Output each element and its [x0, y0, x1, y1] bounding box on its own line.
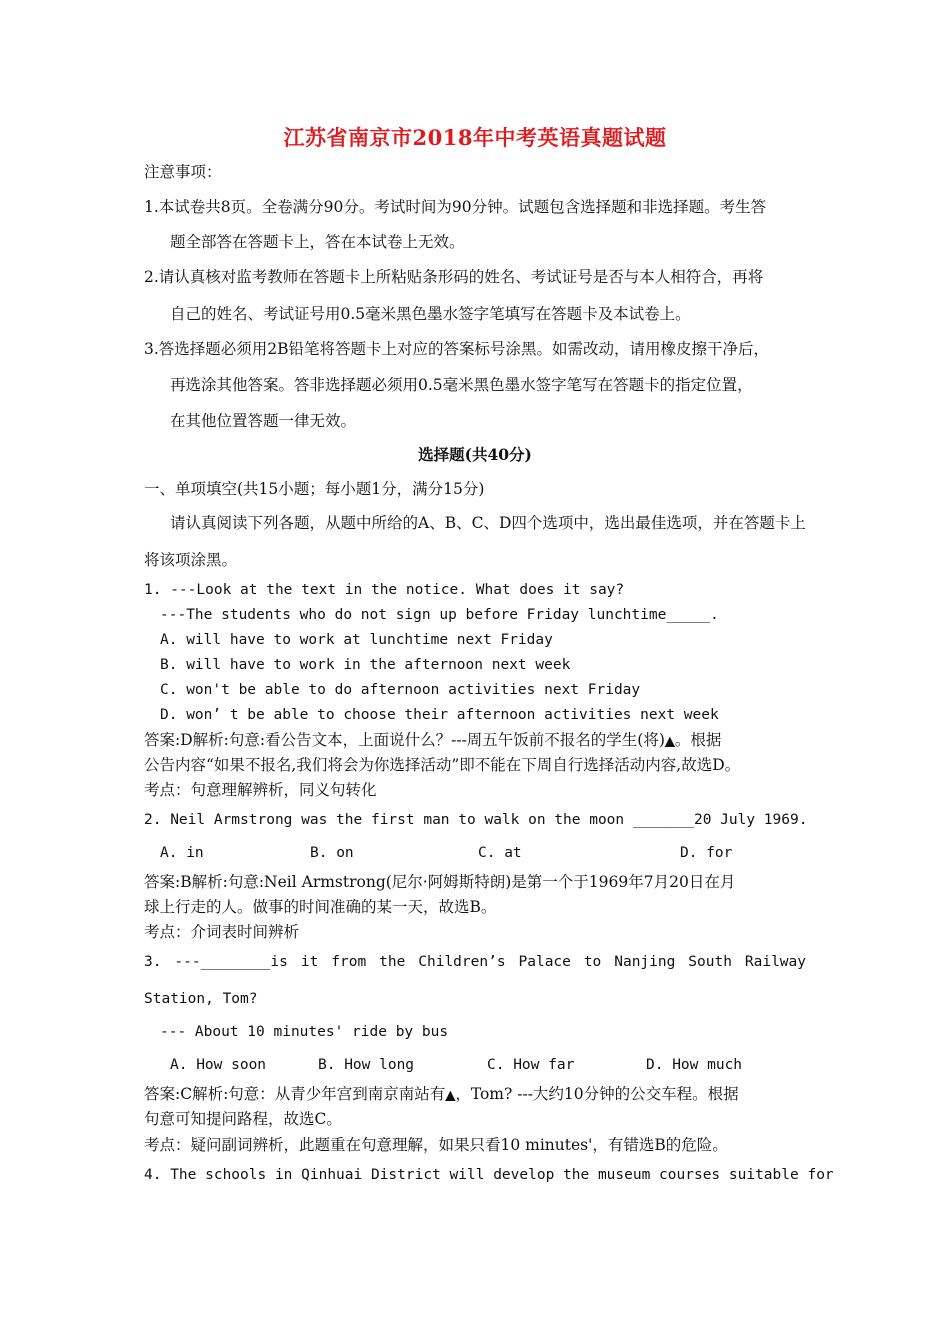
q1-answer-text-end: 。根据	[674, 731, 722, 749]
q4-stem: 4. The schools in Qinhuai District will develop the museum courses suitable for	[144, 1167, 834, 1183]
section-title: 选择题(共40分)	[418, 445, 532, 464]
q3-word: Palace	[518, 954, 571, 970]
note-3-line-2: 再选涂其他答案。答非选择题必须用0.5毫米黑色墨水签字笔写在答题卡的指定位置，	[170, 376, 753, 394]
q1-option-a: A. will have to work at lunchtime next Friday	[160, 632, 553, 648]
part1-heading: 一、单项填空(共15小题；每小题1分，满分15分)	[144, 480, 485, 498]
part1-instruction-line-1: 请认真阅读下列各题，从题中所给的A、B、C、D四个选项中，选出最佳选项，并在答题卡上	[170, 514, 806, 532]
note-3-line-1: 3.答选择题必须用2B铅笔将答题卡上对应的答案标号涂黑。如需改动，请用橡皮擦干净后，	[144, 340, 770, 358]
q1-option-d: D. won’ t be able to choose their afternoon activities next week	[160, 707, 719, 723]
q1-answer-text: 答案:D解析:句意:看公告文本，上面说什么？---周五午饭前不报名的学生(将)	[144, 731, 665, 749]
q3-reply: --- About 10 minutes' ride by bus	[160, 1024, 449, 1040]
page-title: 江苏省南京市2018年中考英语真题试题	[283, 125, 667, 150]
q2-option-b: B. on	[310, 845, 354, 861]
q3-answer-line-1	[144, 1084, 739, 1106]
q3-stem-2: Station, Tom?	[144, 991, 258, 1007]
q1-option-c: C. won't be able to do afternoon activities next Friday	[160, 682, 641, 698]
q3-word: it	[300, 954, 319, 970]
q3-option-d: D. How much	[646, 1057, 743, 1073]
q3-word: to	[583, 954, 602, 970]
blank-mark: ▲	[445, 1088, 456, 1103]
q3-word: from	[331, 954, 367, 970]
q2-point: 考点：介词表时间辨析	[144, 923, 300, 941]
q3-word: the	[379, 954, 406, 970]
blank-mark: ▲	[664, 734, 675, 749]
q3-option-c: C. How far	[487, 1057, 575, 1073]
q3-word: ---________is	[174, 954, 288, 970]
notes-heading: 注意事项：	[144, 163, 222, 181]
q2-option-c: C. at	[478, 845, 522, 861]
q3-answer-line-2: 句意可知提问路程，故选C。	[144, 1110, 342, 1128]
part1-instruction-line-2: 将该项涂黑。	[144, 551, 238, 569]
note-1-line-2: 题全部答在答题卡上，答在本试卷上无效。	[170, 233, 465, 251]
q3-stem	[144, 952, 806, 972]
q2-option-d: D. for	[680, 845, 733, 861]
note-3-line-3: 在其他位置答题一律无效。	[170, 412, 357, 430]
q1-answer-line-2: 公告内容“如果不报名,我们将会为你选择活动”即不能在下周自行选择活动内容,故选D。	[144, 756, 741, 774]
q2-answer-line-1: 答案:B解析:句意:Neil Armstrong(尼尔·阿姆斯特朗)是第一个于1969年7月20日在月	[144, 873, 736, 891]
q3-option-b: B. How long	[318, 1057, 415, 1073]
q1-stem: 1. ---Look at the text in the notice. What does it say?	[144, 582, 625, 598]
q3-answer-text-end: ，Tom? ---大约10分钟的公交车程。根据	[455, 1085, 739, 1103]
q3-point: 考点：疑问副词辨析，此题重在句意理解，如果只看10 minutes'，有错选B的危险。	[144, 1136, 728, 1154]
note-2-line-1: 2.请认真核对监考教师在答题卡上所粘贴条形码的姓名、考试证号是否与本人相符合，再将	[144, 268, 764, 286]
q3-word: 3.	[144, 954, 162, 970]
q2-option-a: A. in	[160, 845, 204, 861]
q1-stem-2: ---The students who do not sign up before Friday lunchtime_____.	[160, 607, 719, 623]
q1-answer-line-1	[144, 730, 721, 752]
q1-option-b: B. will have to work in the afternoon next week	[160, 657, 571, 673]
q3-word: Railway	[744, 954, 806, 970]
q3-option-a: A. How soon	[170, 1057, 267, 1073]
q1-point: 考点：句意理解辨析，同义句转化	[144, 781, 377, 799]
note-1-line-1: 1.本试卷共8页。全卷满分90分。考试时间为90分钟。试题包含选择题和非选择题。考生答	[144, 198, 767, 216]
q3-answer-text: 答案:C解析:句意：从青少年宫到南京南站有	[144, 1085, 446, 1103]
note-2-line-2: 自己的姓名、考试证号用0.5毫米黑色墨水签字笔填写在答题卡及本试卷上。	[170, 305, 691, 323]
q3-word: Nanjing	[614, 954, 676, 970]
q3-word: South	[688, 954, 732, 970]
q2-answer-line-2: 球上行走的人。做事的时间准确的某一天，故选B。	[144, 898, 497, 916]
q2-stem: 2. Neil Armstrong was the first man to walk on the moon _______20 July 1969.	[144, 812, 808, 828]
q3-word: Children’s	[418, 954, 506, 970]
